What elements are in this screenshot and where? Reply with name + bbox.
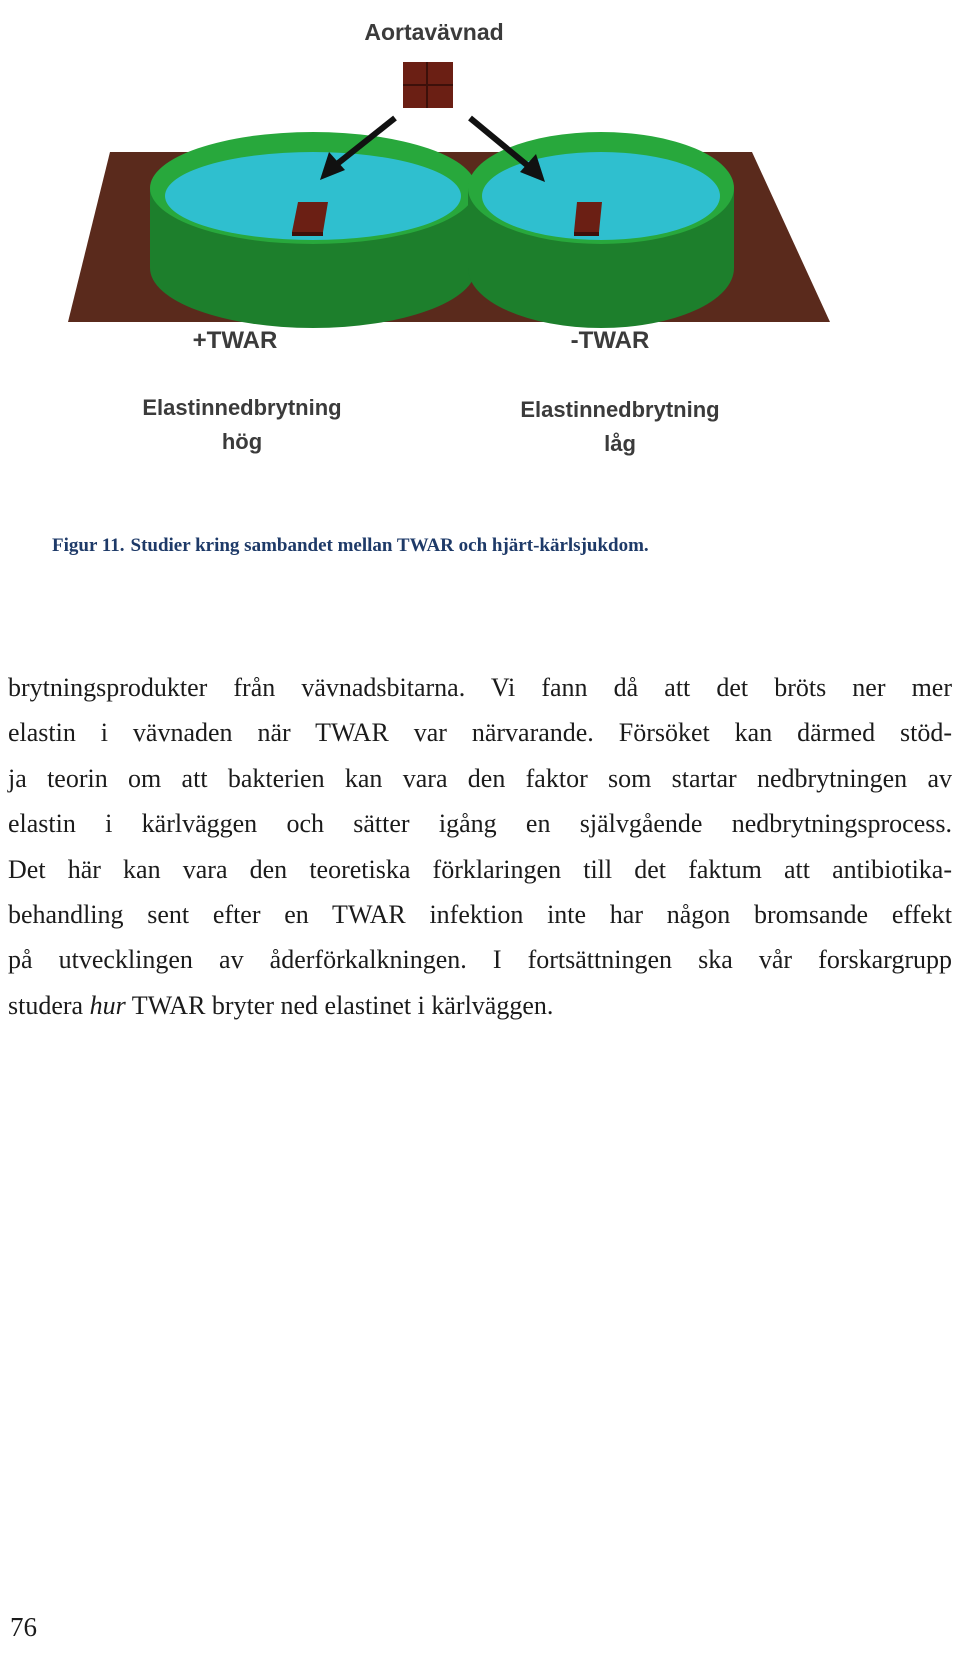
right-tissue-piece — [574, 202, 602, 232]
left-condition-label: +TWAR — [192, 327, 278, 354]
right-tissue-piece-side — [574, 232, 599, 236]
body-line: elastin i vävnaden när TWAR var närvarande. Försöket kan därmed stöd- — [8, 718, 952, 748]
left-result-line1: Elastinnedbrytning — [142, 395, 342, 420]
body-line: brytningsprodukter från vävnadsbitarna. Vi fann då att det bröts ner mer — [8, 673, 952, 702]
body-last-after: TWAR bryter ned elastinet i kärlväggen. — [125, 990, 554, 1020]
right-result-line2: låg — [604, 431, 636, 456]
tissue-label: Aortavävnad — [364, 19, 504, 45]
page-number: 76 — [10, 1612, 37, 1642]
body-line: ja teorin om att bakterien kan vara den faktor som startar nedbrytningen av — [8, 763, 952, 793]
right-condition-label: -TWAR — [570, 327, 650, 354]
left-tissue-piece-side — [292, 232, 323, 236]
figure-caption — [52, 535, 912, 557]
body-line: elastin i kärlväggen och sätter igång en självgående nedbrytningsprocess. — [8, 809, 952, 839]
body-line: Det här kan vara den teoretiska förklaringen till det faktum att antibiotika- — [8, 854, 952, 884]
left-dish — [150, 132, 476, 328]
body-line: på utvecklingen av åderförkalkningen. I fortsättningen ska vår forskargrupp — [8, 945, 952, 975]
aorta-tissue-block — [403, 62, 453, 108]
left-tissue-piece — [292, 202, 328, 232]
experiment-illustration — [40, 0, 920, 520]
caption-lead: Figur 11. — [52, 535, 125, 556]
body-last-emphasis: hur — [89, 990, 126, 1020]
left-result-line2: hög — [221, 429, 263, 454]
experiment-figure — [40, 0, 920, 520]
right-result-line1: Elastinnedbrytning — [520, 397, 720, 422]
body-line: behandling sent efter en TWAR infektion inte har någon bromsande effekt — [8, 899, 952, 929]
right-dish-medium — [482, 152, 720, 240]
right-dish — [468, 132, 734, 328]
body-line-last — [8, 983, 952, 1028]
body-last-before: studera — [8, 990, 90, 1020]
caption-text: Studier kring sambandet mellan TWAR och hjärt-kärlsjukdom. — [130, 535, 649, 556]
body-paragraph — [8, 665, 952, 1028]
